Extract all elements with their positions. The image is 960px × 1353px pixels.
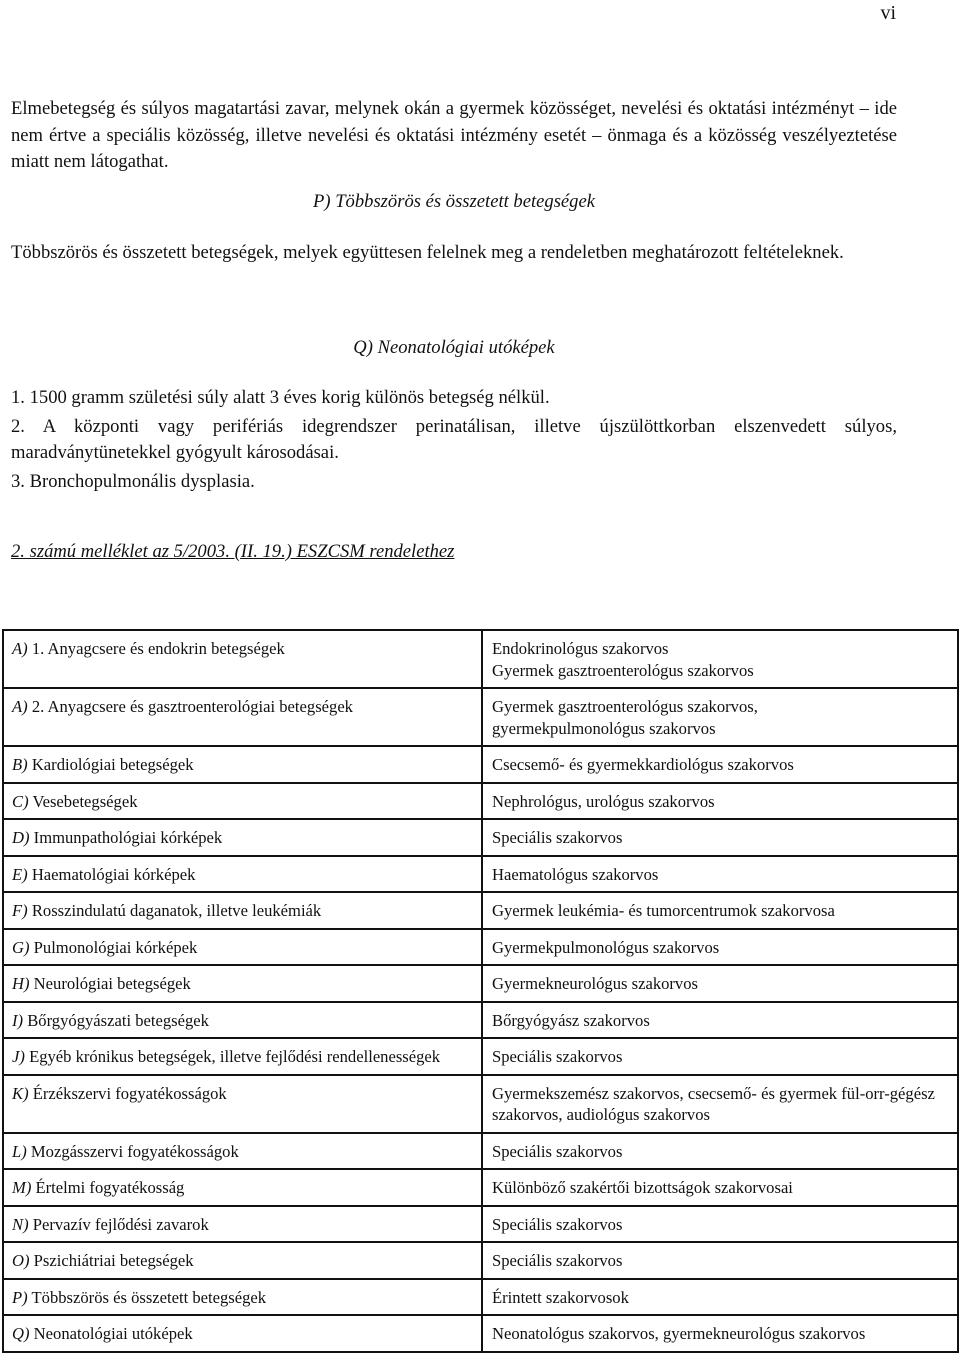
table-row	[3, 892, 958, 929]
category-label: Haematológiai kórképek	[31, 864, 196, 884]
specialist-cell	[482, 1206, 958, 1243]
specialist-cell	[482, 630, 958, 688]
category-label: Mozgásszervi fogyatékosságok	[30, 1141, 239, 1161]
page-number: vi	[880, 2, 896, 24]
specialist-line: Endokrinológus szakorvos	[492, 639, 669, 658]
list-item: 3. Bronchopulmonális dysplasia.	[11, 470, 255, 492]
category-letter: O)	[12, 1251, 30, 1270]
category-label: 2. Anyagcsere és gasztroenterológiai betegségek	[31, 697, 353, 716]
category-cell	[3, 1169, 482, 1206]
specialist-line: Speciális szakorvos	[492, 1251, 623, 1270]
table-row	[3, 746, 958, 783]
intro-paragraph: Elmebetegség és súlyos magatartási zavar, melynek okán a gyermek közösséget, nevelési és oktatási intézményt – ide nem értve a speciális közösség, illetve nevelési és oktatási intézmény esetét – önmaga és a közösség veszélyeztetése miatt nem látogathat.	[11, 98, 897, 172]
category-cell	[3, 1038, 482, 1075]
category-cell	[3, 1279, 482, 1316]
category-letter: Q)	[12, 1324, 30, 1343]
category-letter: J)	[12, 1047, 25, 1066]
table-row	[3, 965, 958, 1002]
specialist-cell	[482, 965, 958, 1002]
category-cell	[3, 746, 482, 783]
category-cell	[3, 630, 482, 688]
category-letter: K)	[12, 1083, 29, 1103]
category-cell	[3, 856, 482, 893]
specialist-line: Gyermek gasztroenterológus szakorvos,	[492, 697, 758, 716]
specialist-line: Speciális szakorvos	[492, 1214, 623, 1234]
table-row	[3, 1242, 958, 1279]
specialist-cell	[482, 1002, 958, 1039]
category-cell	[3, 929, 482, 966]
category-letter: E)	[12, 864, 28, 884]
category-cell	[3, 1075, 482, 1133]
category-label: Értelmi fogyatékosság	[35, 1178, 185, 1197]
category-label: Vesebetegségek	[32, 791, 138, 811]
category-cell	[3, 688, 482, 746]
category-label: Egyéb krónikus betegségek, illetve fejlődési rendellenességek	[29, 1047, 441, 1066]
specialist-cell	[482, 1038, 958, 1075]
category-cell	[3, 819, 482, 856]
section-p-heading: P) Többszörös és összetett betegségek	[313, 191, 595, 212]
specialist-cell	[482, 856, 958, 893]
category-letter: B)	[12, 755, 28, 774]
specialist-table-body	[3, 630, 958, 1352]
specialist-line: Speciális szakorvos	[492, 828, 623, 847]
table-row	[3, 1279, 958, 1316]
section-q-heading: Q) Neonatológiai utóképek	[353, 337, 555, 358]
annex-title: 2. számú melléklet az 5/2003. (II. 19.) ESZCSM rendelethez	[11, 541, 455, 562]
list-item: 2. A központi vagy perifériás idegrendszer perinatálisan, illetve újszülöttkorban elszenvedett súlyos, maradványtünetekkel gyógyult károsodásai.	[11, 415, 897, 464]
specialist-line: Speciális szakorvos	[492, 1047, 623, 1066]
table-row	[3, 783, 958, 820]
category-label: 1. Anyagcsere és endokrin betegségek	[31, 639, 285, 658]
specialist-line: Gyermekneurológus szakorvos	[492, 974, 698, 993]
category-label: Kardiológiai betegségek	[31, 755, 194, 774]
category-letter: A)	[12, 639, 28, 658]
table-row	[3, 1206, 958, 1243]
table-row	[3, 630, 958, 688]
specialist-cell	[482, 819, 958, 856]
category-cell	[3, 1002, 482, 1039]
section-p-text: Többszörös és összetett betegségek, melyek együttesen felelnek meg a rendeletben meghatározott feltételeknek.	[11, 242, 844, 263]
category-letter: G)	[12, 937, 30, 957]
specialist-cell	[482, 1133, 958, 1170]
category-letter: L)	[12, 1141, 27, 1161]
table-row	[3, 1075, 958, 1133]
table-row	[3, 856, 958, 893]
category-letter: P)	[12, 1287, 28, 1307]
category-label: Neurológiai betegségek	[33, 974, 191, 993]
specialist-line: Gyermekszemész szakorvos, csecsemő- és gyermek fül-orr-gégész szakorvos, audiológus szakorvos	[492, 1083, 935, 1124]
specialist-cell	[482, 783, 958, 820]
specialist-cell	[482, 929, 958, 966]
category-label: Immunpathológiai kórképek	[33, 828, 223, 847]
section-q-list	[11, 385, 897, 498]
specialist-cell	[482, 1169, 958, 1206]
table-row	[3, 688, 958, 746]
specialist-line: gyermekpulmonológus szakorvos	[492, 718, 716, 738]
specialist-line: Nephrológus, urológus szakorvos	[492, 791, 715, 811]
table-row	[3, 1002, 958, 1039]
table-row	[3, 819, 958, 856]
category-label: Érzékszervi fogyatékosságok	[32, 1083, 227, 1103]
specialist-cell	[482, 1315, 958, 1352]
table-row	[3, 1133, 958, 1170]
specialist-line: Csecsemő- és gyermekkardiológus szakorvos	[492, 755, 794, 774]
specialist-line: Gyermek gasztroenterológus szakorvos	[492, 660, 754, 680]
category-letter: H)	[12, 974, 30, 993]
category-cell	[3, 1133, 482, 1170]
category-letter: M)	[12, 1178, 32, 1197]
category-letter: I)	[12, 1010, 24, 1030]
category-letter: F)	[12, 901, 28, 920]
category-label: Többszörös és összetett betegségek	[31, 1287, 267, 1307]
table-row	[3, 1038, 958, 1075]
category-letter: D)	[12, 828, 30, 847]
specialist-cell	[482, 688, 958, 746]
category-label: Neonatológiai utóképek	[33, 1324, 193, 1343]
category-cell	[3, 1206, 482, 1243]
category-cell	[3, 783, 482, 820]
specialist-line: Érintett szakorvosok	[492, 1287, 629, 1307]
specialist-line: Neonatológus szakorvos, gyermekneurológus szakorvos	[492, 1324, 866, 1343]
specialist-cell	[482, 1279, 958, 1316]
category-label: Pulmonológiai kórképek	[33, 937, 198, 957]
list-item: 1. 1500 gramm születési súly alatt 3 éves korig különös betegség nélkül.	[11, 387, 550, 408]
table-row	[3, 1315, 958, 1352]
category-cell	[3, 1242, 482, 1279]
table-row	[3, 1169, 958, 1206]
specialist-table	[2, 629, 959, 1353]
category-letter: A)	[12, 697, 28, 716]
specialist-cell	[482, 892, 958, 929]
category-letter: N)	[12, 1214, 29, 1234]
specialist-cell	[482, 1242, 958, 1279]
category-label: Pszichiátriai betegségek	[33, 1251, 194, 1270]
category-label: Pervazív fejlődési zavarok	[32, 1214, 209, 1234]
specialist-line: Különböző szakértői bizottságok szakorvosai	[492, 1178, 793, 1197]
category-cell	[3, 1315, 482, 1352]
table-row	[3, 929, 958, 966]
category-cell	[3, 965, 482, 1002]
specialist-line: Gyermekpulmonológus szakorvos	[492, 937, 720, 957]
specialist-line: Speciális szakorvos	[492, 1141, 623, 1161]
specialist-cell	[482, 1075, 958, 1133]
specialist-line: Gyermek leukémia- és tumorcentrumok szakorvosa	[492, 901, 835, 920]
category-cell	[3, 892, 482, 929]
specialist-line: Bőrgyógyász szakorvos	[492, 1010, 650, 1030]
category-letter: C)	[12, 791, 29, 811]
specialist-cell	[482, 746, 958, 783]
category-label: Rosszindulatú daganatok, illetve leukémiák	[31, 901, 322, 920]
category-label: Bőrgyógyászati betegségek	[27, 1010, 209, 1030]
specialist-line: Haematológus szakorvos	[492, 864, 659, 884]
